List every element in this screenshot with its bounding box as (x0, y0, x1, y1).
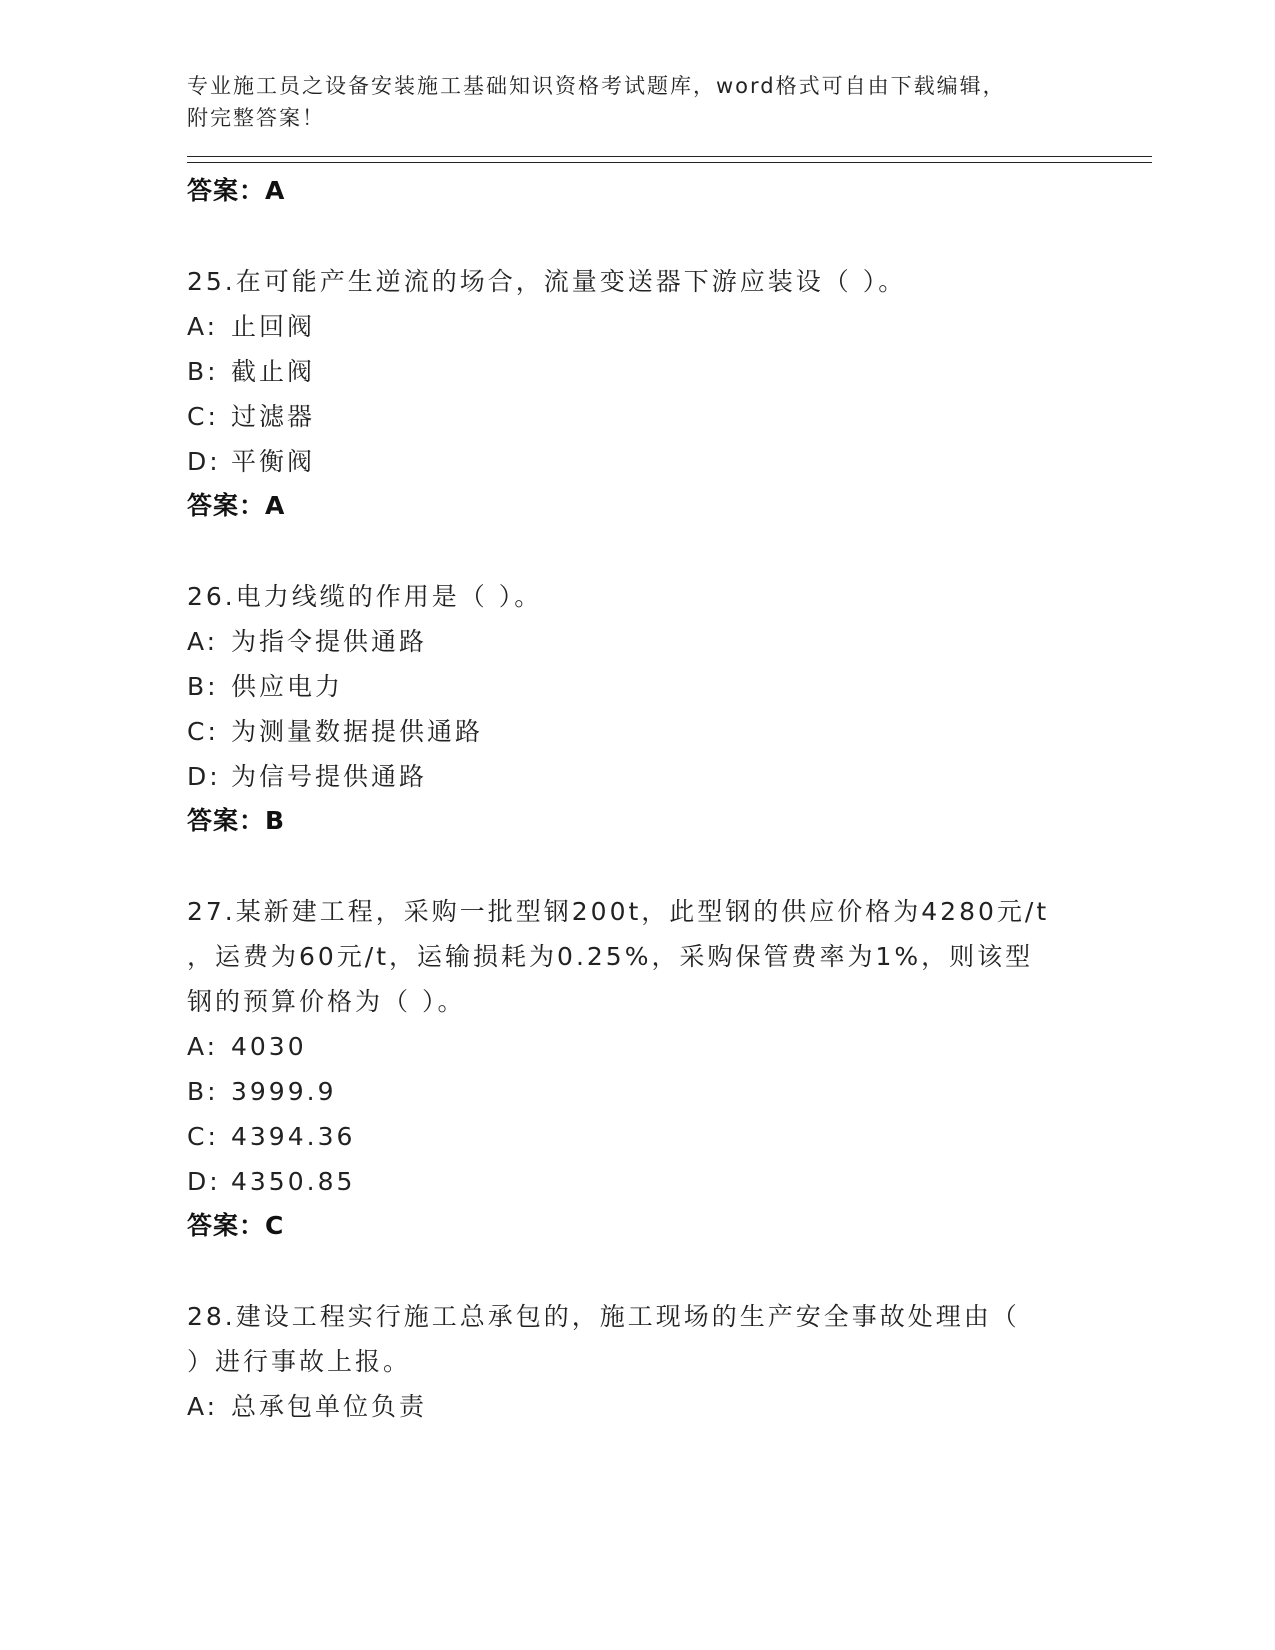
question-26 (187, 574, 1152, 843)
document-page (187, 70, 1152, 1429)
option-b (187, 349, 1152, 394)
option-a (187, 1024, 1152, 1069)
option-text: 供应电力 (231, 672, 344, 701)
option-letter: A: (187, 627, 219, 656)
option-a (187, 304, 1152, 349)
option-text: 过滤器 (231, 402, 316, 431)
option-text: 4030 (231, 1032, 307, 1061)
option-letter: B: (187, 357, 219, 386)
option-text: 为指令提供通路 (231, 627, 428, 656)
question-25 (187, 259, 1152, 528)
option-text: 4350.85 (231, 1167, 356, 1196)
option-letter: A: (187, 1032, 219, 1061)
option-text: 平衡阀 (231, 447, 316, 476)
option-a (187, 619, 1152, 664)
option-text: 总承包单位负责 (231, 1392, 428, 1421)
option-text: 截止阀 (231, 357, 316, 386)
option-letter: D: (187, 762, 221, 791)
option-letter: A: (187, 312, 219, 341)
document-header (187, 70, 1152, 134)
question-text-line: 钢的预算价格为（ ）。 (187, 987, 466, 1016)
option-d (187, 754, 1152, 799)
option-letter: D: (187, 447, 221, 476)
option-text: 止回阀 (231, 312, 316, 341)
question-28 (187, 1294, 1152, 1429)
option-letter: C: (187, 1122, 219, 1151)
option-b (187, 664, 1152, 709)
question-text-line: ，运费为60元/t，运输损耗为0.25%，采购保管费率为1%，则该型 (187, 942, 1034, 971)
option-d (187, 439, 1152, 484)
option-text: 3999.9 (231, 1077, 337, 1106)
header-line-2: 附完整答案！ (187, 106, 325, 130)
option-text: 为测量数据提供通路 (231, 717, 484, 746)
option-d (187, 1159, 1152, 1204)
answer-line: 答案：B (187, 806, 286, 835)
question-text: 25.在可能产生逆流的场合，流量变送器下游应装设（ ）。 (187, 267, 907, 296)
question-27 (187, 889, 1152, 1248)
option-letter: B: (187, 1077, 219, 1106)
option-letter: C: (187, 402, 219, 431)
option-c (187, 709, 1152, 754)
question-text: 26.电力线缆的作用是（ ）。 (187, 582, 543, 611)
answer-line: 答案：C (187, 1211, 285, 1240)
question-text-line: 28.建设工程实行施工总承包的，施工现场的生产安全事故处理由（ (187, 1302, 1020, 1331)
option-letter: A: (187, 1392, 219, 1421)
option-letter: D: (187, 1167, 221, 1196)
header-line-1: 专业施工员之设备安装施工基础知识资格考试题库，word格式可自由下载编辑， (187, 74, 1006, 98)
option-text: 4394.36 (231, 1122, 356, 1151)
question-text-line: ）进行事故上报。 (187, 1347, 412, 1376)
option-b (187, 1069, 1152, 1114)
question-text (187, 889, 1152, 1024)
header-divider (187, 156, 1152, 163)
question-text (187, 1294, 1152, 1384)
option-letter: C: (187, 717, 219, 746)
option-c (187, 394, 1152, 439)
option-c (187, 1114, 1152, 1159)
question-text-line: 27.某新建工程，采购一批型钢200t，此型钢的供应价格为4280元/t (187, 897, 1050, 926)
answer-line: 答案：A (187, 491, 286, 520)
option-text: 为信号提供通路 (231, 762, 428, 791)
answer-line: 答案：A (187, 176, 286, 205)
option-a (187, 1384, 1152, 1429)
option-letter: B: (187, 672, 219, 701)
